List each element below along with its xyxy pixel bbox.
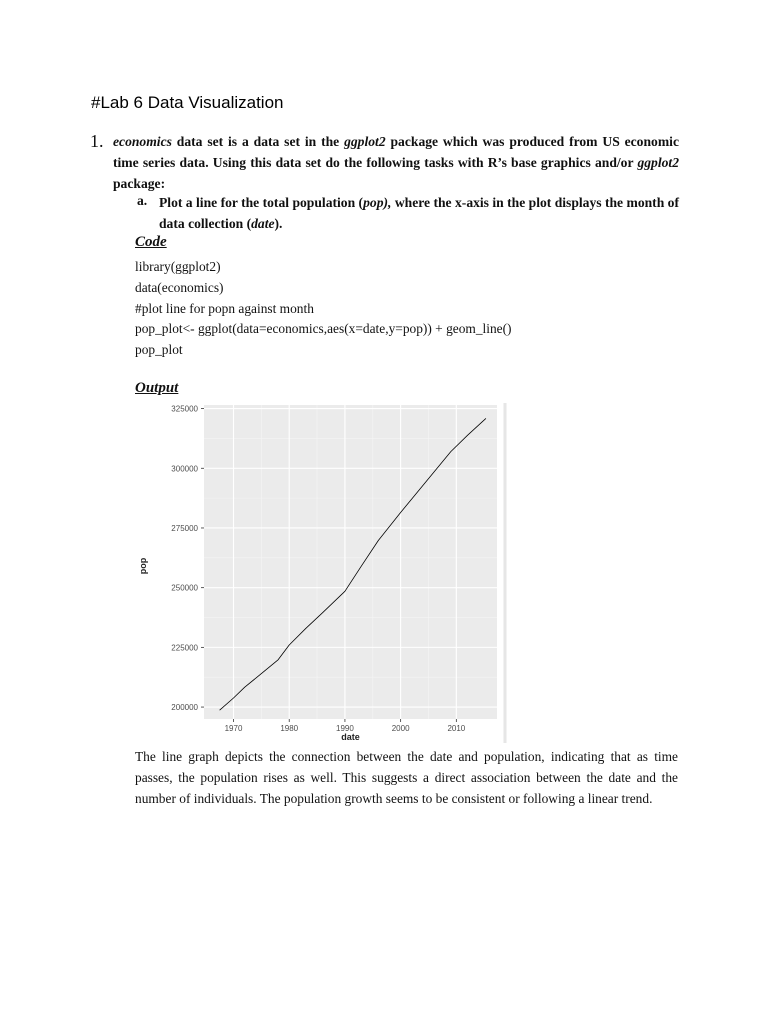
code-line: data(economics) <box>135 279 224 295</box>
subtask-text <box>159 193 679 234</box>
y-tick-label: 325000 <box>171 404 198 414</box>
x-tick-label: 2010 <box>447 724 466 733</box>
code-line: #plot line for popn against month <box>135 300 314 316</box>
y-tick-label: 225000 <box>171 643 198 653</box>
question-text-run: data set is a data set in the <box>171 134 345 149</box>
y-axis-title: pop <box>138 557 148 575</box>
code-block <box>135 257 512 361</box>
y-tick-label: 200000 <box>171 703 198 713</box>
chart-svg <box>137 403 509 743</box>
x-axis-title: date <box>341 732 360 742</box>
subtask-text-run: ). <box>274 215 283 231</box>
x-tick-label: 1980 <box>280 724 299 733</box>
page-title: #Lab 6 Data Visualization <box>91 93 284 112</box>
question-number: 1. <box>90 131 104 151</box>
subtask-text-run: where the x-axis in the plot displays the month of data collection ( <box>159 195 679 231</box>
code-line: pop_plot<- ggplot(data=economics,aes(x=date,y=pop)) + geom_line() <box>135 321 512 337</box>
code-line: pop_plot <box>135 342 183 358</box>
question-text <box>113 131 679 194</box>
x-tick-label: 1970 <box>224 724 243 733</box>
y-tick-label: 300000 <box>171 464 198 474</box>
question-text-run: economics <box>113 134 172 149</box>
subtask-marker: a. <box>137 193 148 208</box>
subtask-text-run: pop), <box>363 195 392 210</box>
code-heading: Code <box>135 234 167 250</box>
chart-description: The line graph depicts the connection between the date and population, indicating that as time passes, the population rises as well. This suggests a direct association between the date and the number of individuals. The population growth seems to be consistent or following a linear trend. <box>135 749 678 806</box>
subtask-text-run: date <box>251 215 275 231</box>
question-text-run: package: <box>113 176 166 191</box>
x-tick-label: 2000 <box>391 724 410 733</box>
question-text-run: package which was produced from US economic time series data. Using this data set do the following tasks with R’s base graphics and/or <box>113 134 679 170</box>
question-text-run: ggplot2 <box>637 155 679 170</box>
plot-panel <box>204 405 497 719</box>
y-tick-label: 250000 <box>171 583 198 593</box>
y-tick-label: 275000 <box>171 523 198 533</box>
output-heading: Output <box>135 380 179 396</box>
x-tick-label: 1990 <box>336 724 354 733</box>
code-line: library(ggplot2) <box>135 259 221 274</box>
subtask-text-run: Plot a line for the total population ( <box>159 195 364 210</box>
population-line-chart <box>137 403 509 743</box>
question-text-run: ggplot2 <box>344 134 386 149</box>
